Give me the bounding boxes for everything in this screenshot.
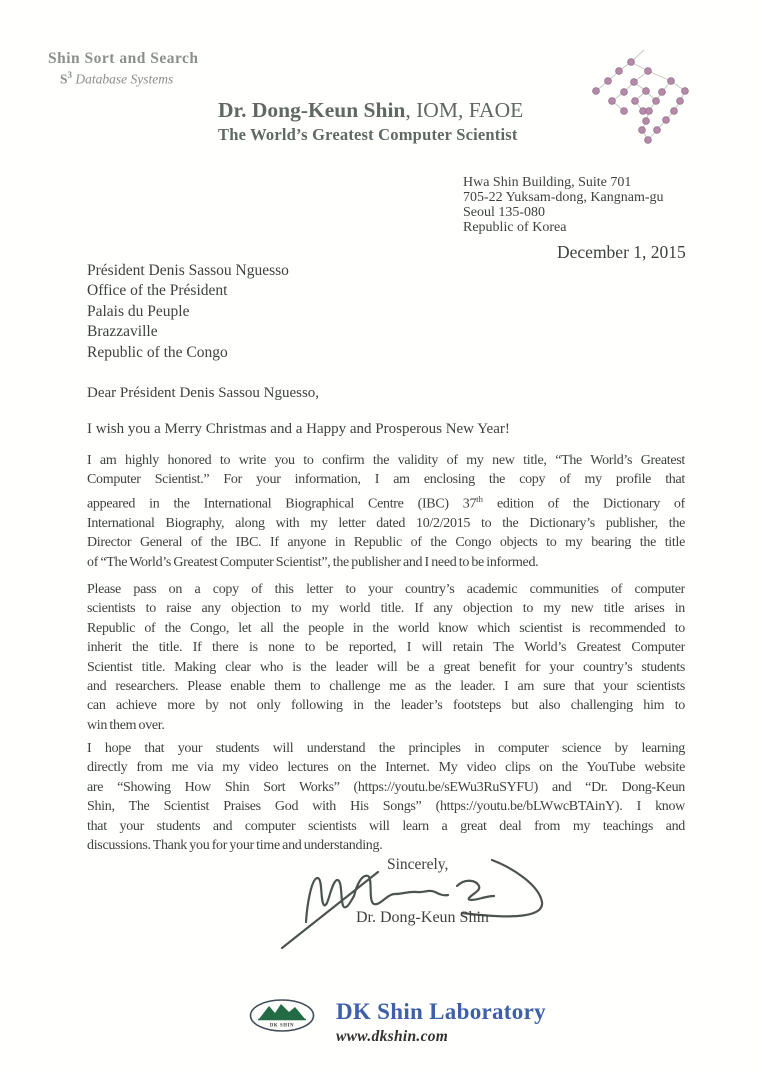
division-name: Database Systems — [72, 71, 174, 87]
company-name: Shin Sort and Search — [48, 50, 199, 67]
binary-tree-dots-logo — [575, 46, 700, 148]
footer-text-block — [336, 999, 546, 1046]
logo-caption-text: DK SHIN — [269, 1023, 295, 1029]
valediction: Sincerely, — [387, 856, 449, 873]
salutation: Dear Président Denis Sassou Nguesso, — [87, 385, 320, 401]
website-url: www.dkshin.com — [336, 1028, 449, 1045]
handwritten-signature — [276, 858, 570, 952]
recipient-address: Président Denis Sassou Nguesso Office of the Président Palais du Peuple Brazzaville Republic of the Congo — [87, 262, 289, 361]
paragraph-2: Please pass on a copy of this letter to your country’s academic communities of computer scientists to raise any objection to my world title. If any objection to my new title arises in Republic of the Congo, let all the people in the world know which scientist is recommended to inherit the title. If there is none to be reported, I will retain The World’s Greatest Computer Scientist title. Making clear who is the leader will be a great benefit for your country’s students and researchers. Please enable them to challenge me as the leader. I am sure that your scientists can achieve more by not only following in the leader’s footsteps but also challenging him to win them over. — [87, 582, 685, 733]
sender-name: Dr. Dong-Keun Shin — [218, 98, 406, 122]
footer — [249, 999, 546, 1046]
sender-name-line — [218, 98, 523, 123]
greeting-line: I wish you a Merry Christmas and a Happy and Prosperous New Year! — [87, 421, 510, 437]
division-superscript: 3 — [67, 70, 73, 80]
sender-tagline: The World’s Greatest Computer Scientist — [218, 124, 518, 144]
sender-credentials: , IOM, FAOE — [405, 98, 524, 122]
paragraph-3: I hope that your students will understand the principles in computer science by learning directly from me via my video lectures on the Internet. My video clips on the YouTube website are “Showing How Shin Sort Works” (https://youtu.be/sEWu3RuSYFU) and “Dr. Dong-Keun Shin, The Scientist Praises God with His Songs” (https://youtu.be/bLWwcBTAinY). I know that your students and computer scientists will learn a great deal from my teachings and discussions. Thank you for your time and understanding. — [87, 741, 685, 854]
letterhead-company-block — [48, 50, 199, 88]
dk-shin-mountain-logo — [249, 999, 315, 1033]
letterhead-title-block — [218, 98, 523, 145]
signer-name: Dr. Dong-Keun Shin — [356, 909, 489, 926]
sender-address: Hwa Shin Building, Suite 701 705-22 Yuksam-dong, Kangnam-gu Seoul 135-080 Republic of Korea — [463, 175, 664, 235]
division-prefix: S — [60, 71, 68, 87]
paragraph-1: I am highly honored to write you to confirm the validity of my new title, “The World’s Greatest Computer Scientist.” For your information, I am enclosing the copy of my profile that appeared in the International Biographical Centre (IBC) 37th edition of the Dictionary of International Biography, along with my letter dated 10/2/2015 to the Dictionary’s publisher, the Director General of the IBC. If anyone in Republic of the Congo objects to my bearing the title of “The World’s Greatest Computer Scientist”, the publisher and I need to be informed. — [87, 453, 685, 570]
letter-date: December 1, 2015 — [557, 242, 686, 262]
company-division — [48, 70, 199, 88]
lab-name: DK Shin Laboratory — [336, 999, 546, 1024]
